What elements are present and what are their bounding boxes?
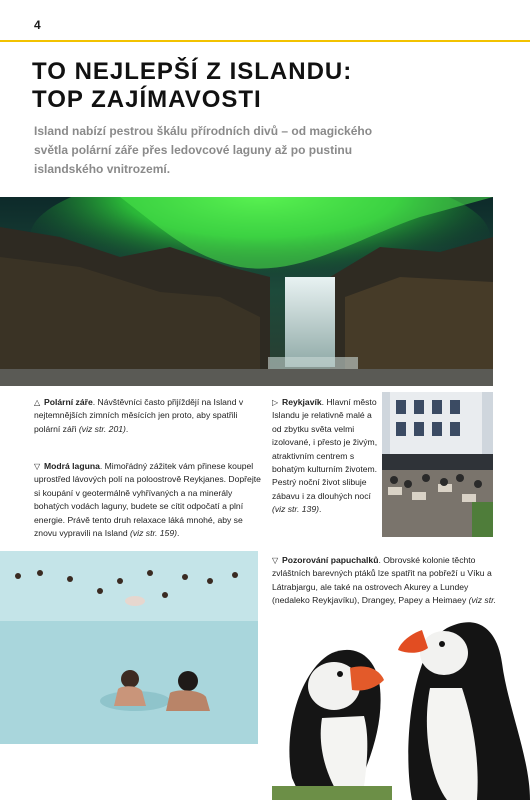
page-number: 4 (34, 18, 41, 32)
triangle-right-icon: ▷ (272, 398, 279, 407)
aurora-page-ref: (viz str. 201) (78, 423, 126, 434)
lagoon-heading: Modrá laguna (44, 461, 100, 471)
blue-lagoon-photo (0, 551, 258, 744)
triangle-up-icon: △ (34, 398, 41, 407)
aurora-text-block (34, 396, 264, 436)
header-rule (0, 40, 530, 42)
title-line-1: TO NEJLEPŠÍ Z ISLANDU: (32, 58, 353, 85)
lagoon-end-punct: . (176, 528, 180, 539)
reykjavik-end-punct: . (318, 504, 322, 515)
reykjavik-street-photo (382, 392, 493, 537)
reykjavik-heading: Reykjavík (282, 397, 322, 407)
aurora-heading: Polární záře (44, 397, 93, 407)
reykjavik-body: . Hlavní město Islandu je relativně malé a od zbytku světa velmi izolované, i přesto je živým, atraktivním centrem s bohatým kulturním životem. Pestrý noční život slibuje zábavu i za dlouhých nocí (272, 397, 378, 501)
triangle-down-icon: ▽ (34, 462, 41, 471)
puffins-body: . Obrovské kolonie těchto zvláštních barevných ptáků lze spatřit na pobřeží u Víku a Látrabjargu, ale také na ostrovech Akurey a Lundey (nedaleko Reykjavíku), Drangey, Papey a Heimaey (272, 555, 492, 606)
page-title (32, 58, 502, 114)
aurora-end-punct: . (125, 423, 129, 434)
title-line-2: TOP ZAJÍMAVOSTI (32, 86, 262, 113)
puffins-photo (272, 608, 530, 800)
puffins-heading: Pozorování papuchalků (282, 555, 379, 565)
lagoon-page-ref: (viz str. 159) (130, 528, 177, 539)
puffins-page-ref: (viz str. (468, 595, 497, 606)
triangle-down-icon: ▽ (272, 556, 279, 565)
intro-paragraph: Island nabízí pestrou škálu přírodních divů – od magického světla polární záře přes ledovcové laguny až po pustinu islandského vnitrozemí. (34, 124, 373, 176)
aurora-waterfall-photo (0, 197, 493, 386)
aurora-body: . Návštěvníci často přijíždějí na Island v nejtemnějších zimních měsících jen proto, aby spatřili polární záři (34, 397, 244, 434)
reykjavik-page-ref: (viz str. 139) (272, 504, 319, 515)
lagoon-text-block (34, 460, 264, 540)
lagoon-body: . Mimořádný zážitek vám přinese koupel uprostřed lávových polí na poloostrově Reykjanes. Dopřejte si koupání v geotermálně vyhřívaných a na minerály bohatých vodách laguny, budete se cítit odpočatí a plní energie. Právě tento druh relaxace láká mnohé, aby se znovu vypravili na Island (34, 461, 261, 539)
reykjavik-text-block (272, 396, 378, 517)
